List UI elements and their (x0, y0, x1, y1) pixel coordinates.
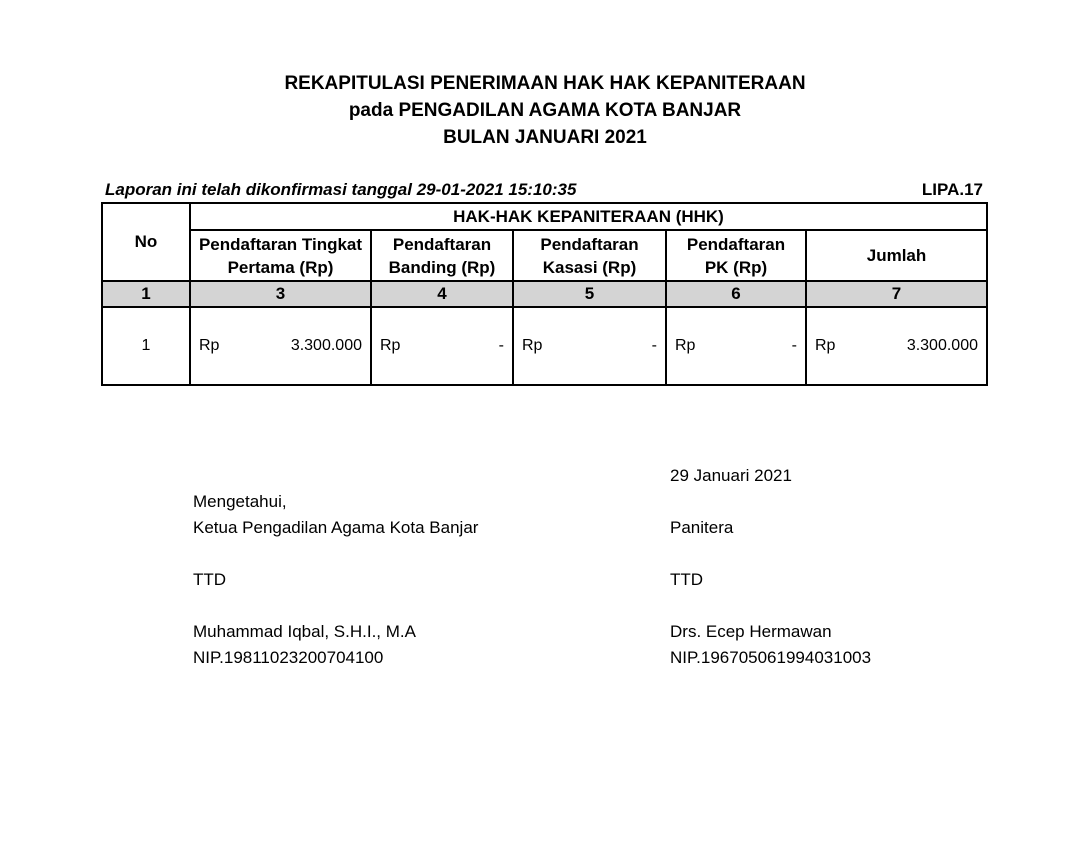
table-header-row (102, 203, 987, 230)
cell-jumlah (806, 307, 987, 385)
currency-label: Rp (380, 337, 401, 354)
cell-pendaftaran-pk (666, 307, 806, 385)
col-header-no: No (102, 203, 190, 281)
currency-label: Rp (199, 337, 220, 354)
report-code: LIPA.17 (921, 180, 983, 199)
column-number: 6 (666, 281, 806, 307)
amount-value: - (651, 337, 657, 354)
column-number: 4 (371, 281, 513, 307)
left-signature-ttd: TTD (193, 570, 227, 589)
column-number: 7 (806, 281, 987, 307)
left-signer-nip: NIP.19811023200704100 (193, 648, 384, 667)
amount-value: 3.300.000 (290, 337, 362, 354)
group-header-hhk: HAK-HAK KEPANITERAAN (HHK) (190, 203, 987, 230)
column-number-row (102, 281, 987, 307)
currency-label: Rp (815, 337, 836, 354)
col-header-pendaftaran-pk: Pendaftaran PK (Rp) (666, 230, 806, 281)
column-number: 1 (102, 281, 190, 307)
currency-label: Rp (675, 337, 696, 354)
amount-value: - (791, 337, 797, 354)
signature-date: 29 Januari 2021 (670, 466, 792, 485)
confirmation-note: Laporan ini telah dikonfirmasi tanggal 29-01-2021 15:10:35 (105, 180, 577, 199)
col-header-pendaftaran-pertama: Pendaftaran Tingkat Pertama (Rp) (190, 230, 371, 281)
cell-pendaftaran-kasasi (513, 307, 666, 385)
left-acknowledge-label: Mengetahui, (193, 492, 287, 511)
table-row (102, 307, 987, 385)
currency-label: Rp (522, 337, 543, 354)
column-number: 3 (190, 281, 371, 307)
report-subtitle-court: pada PENGADILAN AGAMA KOTA BANJAR (348, 100, 742, 121)
report-title: REKAPITULASI PENERIMAAN HAK HAK KEPANITERAAN (284, 73, 806, 94)
right-signer-name: Drs. Ecep Hermawan (670, 622, 832, 641)
recap-table (101, 202, 988, 386)
cell-pendaftaran-pertama (190, 307, 371, 385)
right-signer-position: Panitera (670, 518, 734, 537)
left-signer-position: Ketua Pengadilan Agama Kota Banjar (193, 518, 479, 537)
col-header-jumlah: Jumlah (806, 230, 987, 281)
report-period: BULAN JANUARI 2021 (443, 127, 647, 148)
right-signer-nip: NIP.196705061994031003 (670, 648, 872, 667)
amount-value: - (498, 337, 504, 354)
cell-pendaftaran-banding (371, 307, 513, 385)
left-signer-name: Muhammad Iqbal, S.H.I., M.A (193, 622, 416, 641)
column-number: 5 (513, 281, 666, 307)
row-number: 1 (102, 307, 190, 385)
col-header-pendaftaran-banding: Pendaftaran Banding (Rp) (371, 230, 513, 281)
right-signature-ttd: TTD (670, 570, 704, 589)
table-subheader-row (102, 230, 987, 281)
col-header-pendaftaran-kasasi: Pendaftaran Kasasi (Rp) (513, 230, 666, 281)
amount-value: 3.300.000 (906, 337, 978, 354)
